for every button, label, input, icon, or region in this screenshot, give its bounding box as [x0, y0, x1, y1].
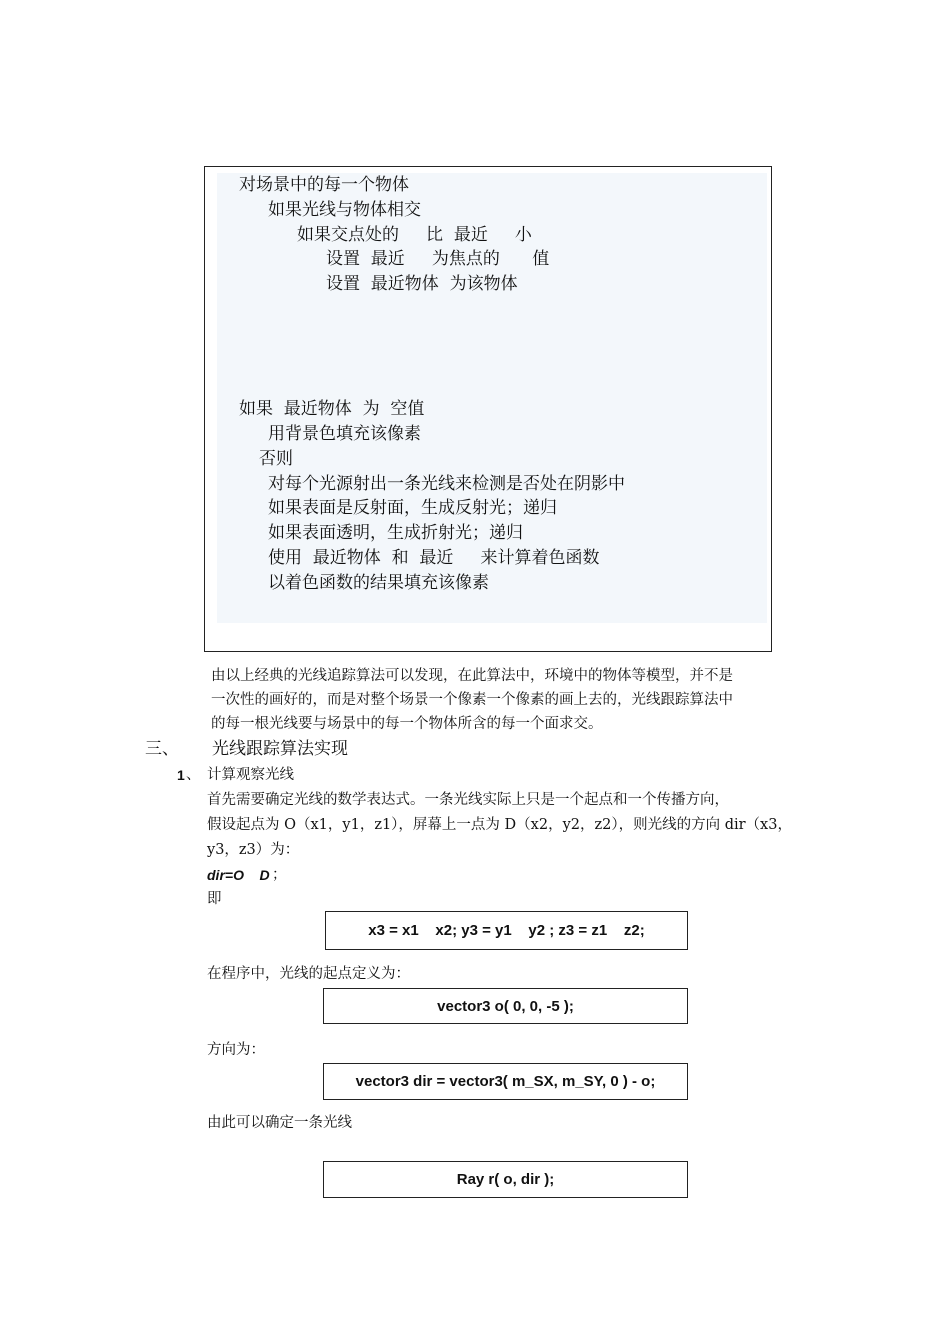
pseudo-line-9: 对每个光源射出一条光线来检测是否处在阴影中	[268, 474, 625, 494]
direction-label: 方向为：	[207, 1042, 265, 1058]
code-direction-text: vector3 dir = vector3( m_SX, m_SY, 0 ) - o;	[355, 1073, 656, 1090]
code-origin-box	[323, 988, 688, 1024]
intro-line-3: y3，z3）为：	[207, 842, 300, 858]
pseudo-line-3: 如果交点处的 比 最近 小	[297, 225, 532, 245]
code-components-box	[325, 911, 688, 950]
intro-line-1: 首先需要确定光线的数学表达式。一条光线实际上只是一个起点和一个传播方向，	[207, 792, 729, 808]
section-title: 光线跟踪算法实现	[212, 739, 348, 759]
dir-formula-suffix: ；	[272, 867, 287, 883]
pseudo-line-5: 设置 最近物体 为该物体	[326, 274, 518, 294]
subsection-title: 计算观察光线	[207, 767, 294, 783]
code-origin-text: vector3 o( 0, 0, -5 );	[437, 997, 574, 1015]
ji-label: 即	[207, 891, 222, 907]
summary-line-2: 一次性的画好的，而是对整个场景一个像素一个像素的画上去的，光线跟踪算法中	[211, 692, 733, 708]
ray-label: 由此可以确定一条光线	[207, 1115, 352, 1131]
section-number: 三、	[145, 739, 179, 759]
pseudocode-box	[204, 166, 772, 652]
pseudo-line-7: 用背景色填充该像素	[268, 424, 421, 444]
pseudo-line-4: 设置 最近 为焦点的 值	[326, 249, 550, 269]
code-direction-box	[323, 1063, 688, 1100]
code-components-text: x3 = x1 x2; y3 = y1 y2 ; z3 = z1 z2;	[368, 922, 645, 939]
pseudo-line-8: 否则	[259, 449, 293, 469]
pseudo-line-2: 如果光线与物体相交	[268, 200, 421, 220]
summary-line-1: 由以上经典的光线追踪算法可以发现，在此算法中，环境中的物体等模型，并不是	[211, 668, 733, 684]
summary-line-3: 的每一根光线要与场景中的每一个物体所含的每一个面求交。	[211, 716, 603, 732]
pseudo-line-12: 使用 最近物体 和 最近 来计算着色函数	[268, 548, 600, 568]
subsection-number: 1	[177, 767, 185, 783]
pseudo-line-6: 如果 最近物体 为 空值	[239, 399, 425, 419]
pseudo-line-13: 以着色函数的结果填充该像素	[268, 573, 489, 593]
intro-line-2: 假设起点为 O（x1，y1，z1），屏幕上一点为 D（x2，y2，z2），则光线的方向 dir（x3，	[207, 817, 792, 833]
pseudo-line-11: 如果表面透明，生成折射光；递归	[268, 523, 523, 543]
subsection-separator: 、	[186, 767, 201, 783]
pseudo-line-1: 对场景中的每一个物体	[239, 175, 409, 195]
code-ray-text: Ray r( o, dir );	[456, 1171, 555, 1188]
origin-label: 在程序中，光线的起点定义为：	[207, 966, 410, 982]
pseudo-line-10: 如果表面是反射面，生成反射光；递归	[268, 498, 557, 518]
dir-formula: dir=O D	[207, 867, 270, 883]
code-ray-box	[323, 1161, 688, 1198]
